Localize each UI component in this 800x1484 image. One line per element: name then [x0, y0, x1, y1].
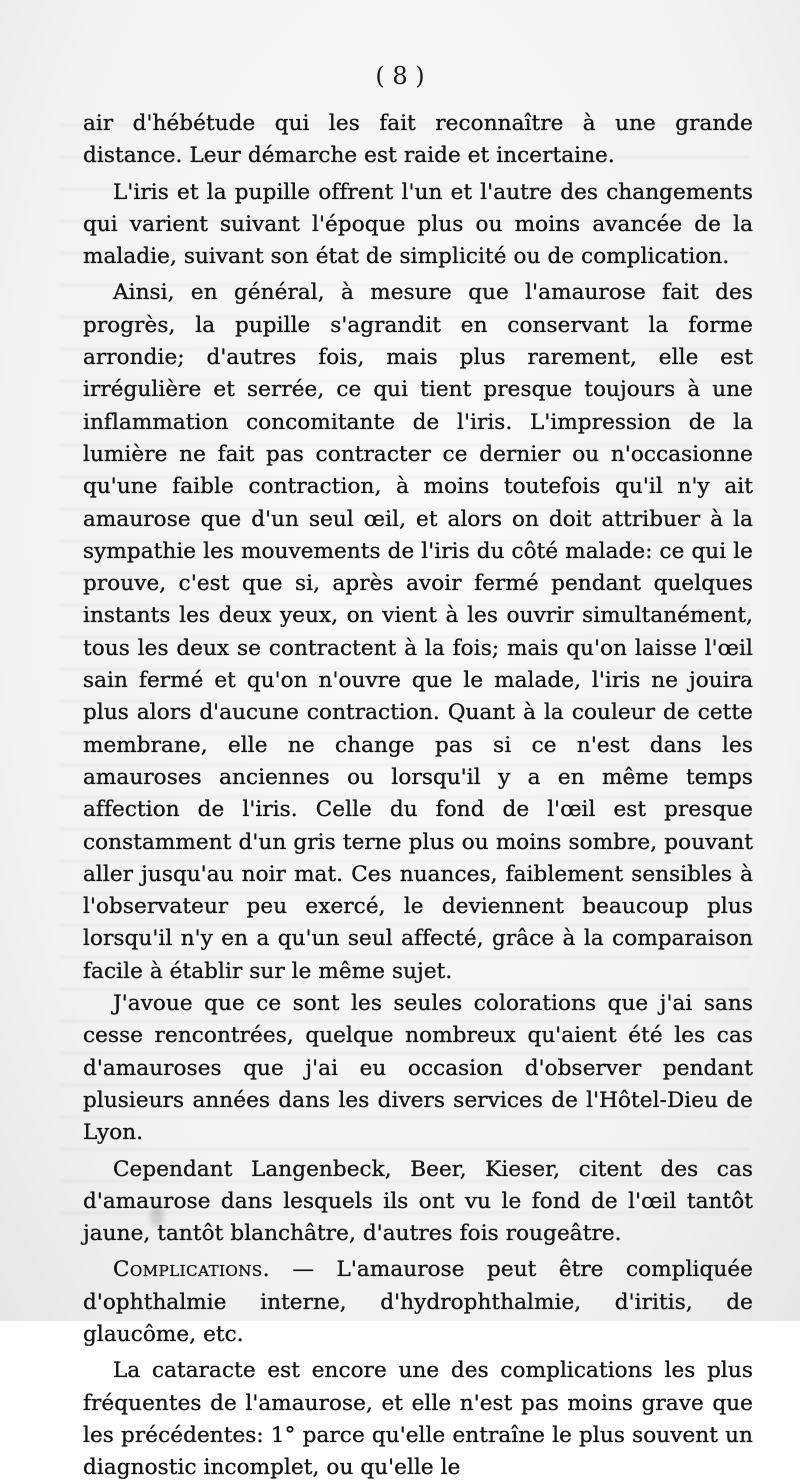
paragraph-langenbeck: Cependant Langenbeck, Beer, Kieser, citent des cas d'amaurose dans lesquels ils ont vu le fond de l'œil tantôt jaune, tantôt blanchâtre, d'autres fois rougeâtre. — [83, 1156, 753, 1247]
complications-heading: Complications. — [113, 1257, 271, 1283]
page-number: ( 8 ) — [375, 62, 425, 90]
paragraph-continuation: air d'hébétude qui les fait reconnaître à une grande distance. Leur démarche est raide et incertaine. — [83, 111, 753, 169]
complications-text: — L'amaurose peut être compliquée d'ophthalmie interne, d'hydrophthalmie, d'iritis, de glaucôme, etc. — [83, 1257, 753, 1347]
paragraph-colorations: J'avoue que ce sont les seules colorations que j'ai sans cesse rencontrées, quelque nombreux qu'aient été les cas d'amauroses que j'ai eu occasion d'observer pendant plusieurs années dans les divers services de l'Hôtel-Dieu de Lyon. — [83, 991, 753, 1146]
paragraph-cataracte: La cataracte est encore une des complications les plus fréquentes de l'amaurose, et elle n'est pas moins grave que les précédentes: 1° parce qu'elle entraîne le plus souvent un diagnostic incomplet, ou qu'elle le — [83, 1358, 753, 1481]
body-text — [83, 108, 753, 1484]
paragraph-complications — [83, 1254, 753, 1351]
paragraph-iris-pupille: L'iris et la pupille offrent l'un et l'autre des changements qui varient suivant l'époque plus ou moins avancée de la maladie, suivant son état de simplicité ou de complication. — [83, 179, 753, 270]
paragraph-ainsi: Ainsi, en général, à mesure que l'amaurose fait des progrès, la pupille s'agrandit en conservant la forme arrondie; d'autres fois, mais plus rarement, elle est irrégulière et serrée, ce qui tient presque toujours à une inflammation concomitante de l'iris. L'impression de la lumière ne fait pas contracter ce dernier ou n'occasionne qu'une faible contraction, à moins toutefois qu'il n'y ait amaurose que d'un seul œil, et alors on doit attribuer à la sympathie les mouvements de l'iris du côté malade: ce qui le prouve, c'est que si, après avoir fermé pendant quelques instants les deux yeux, on vient à les ouvrir simultanément, tous les deux se contractent à la fois; mais qu'on laisse l'œil sain fermé et qu'on n'ouvre que le malade, l'iris ne jouira plus alors d'aucune contraction. Quant à la couleur de cette membrane, elle ne change pas si ce n'est dans les amauroses anciennes ou lorsqu'il y a en même temps affection de l'iris. Celle du fond de l'œil est presque constamment d'un gris terne plus ou moins sombre, pouvant aller jusqu'au noir mat. Ces nuances, faiblement sensibles à l'observateur peu exercé, le deviennent beaucoup plus lorsqu'il n'y en a qu'un seul affecté, grâce à la comparaison facile à établir sur le même sujet. — [83, 280, 753, 984]
ink-smudge — [150, 1205, 164, 1227]
